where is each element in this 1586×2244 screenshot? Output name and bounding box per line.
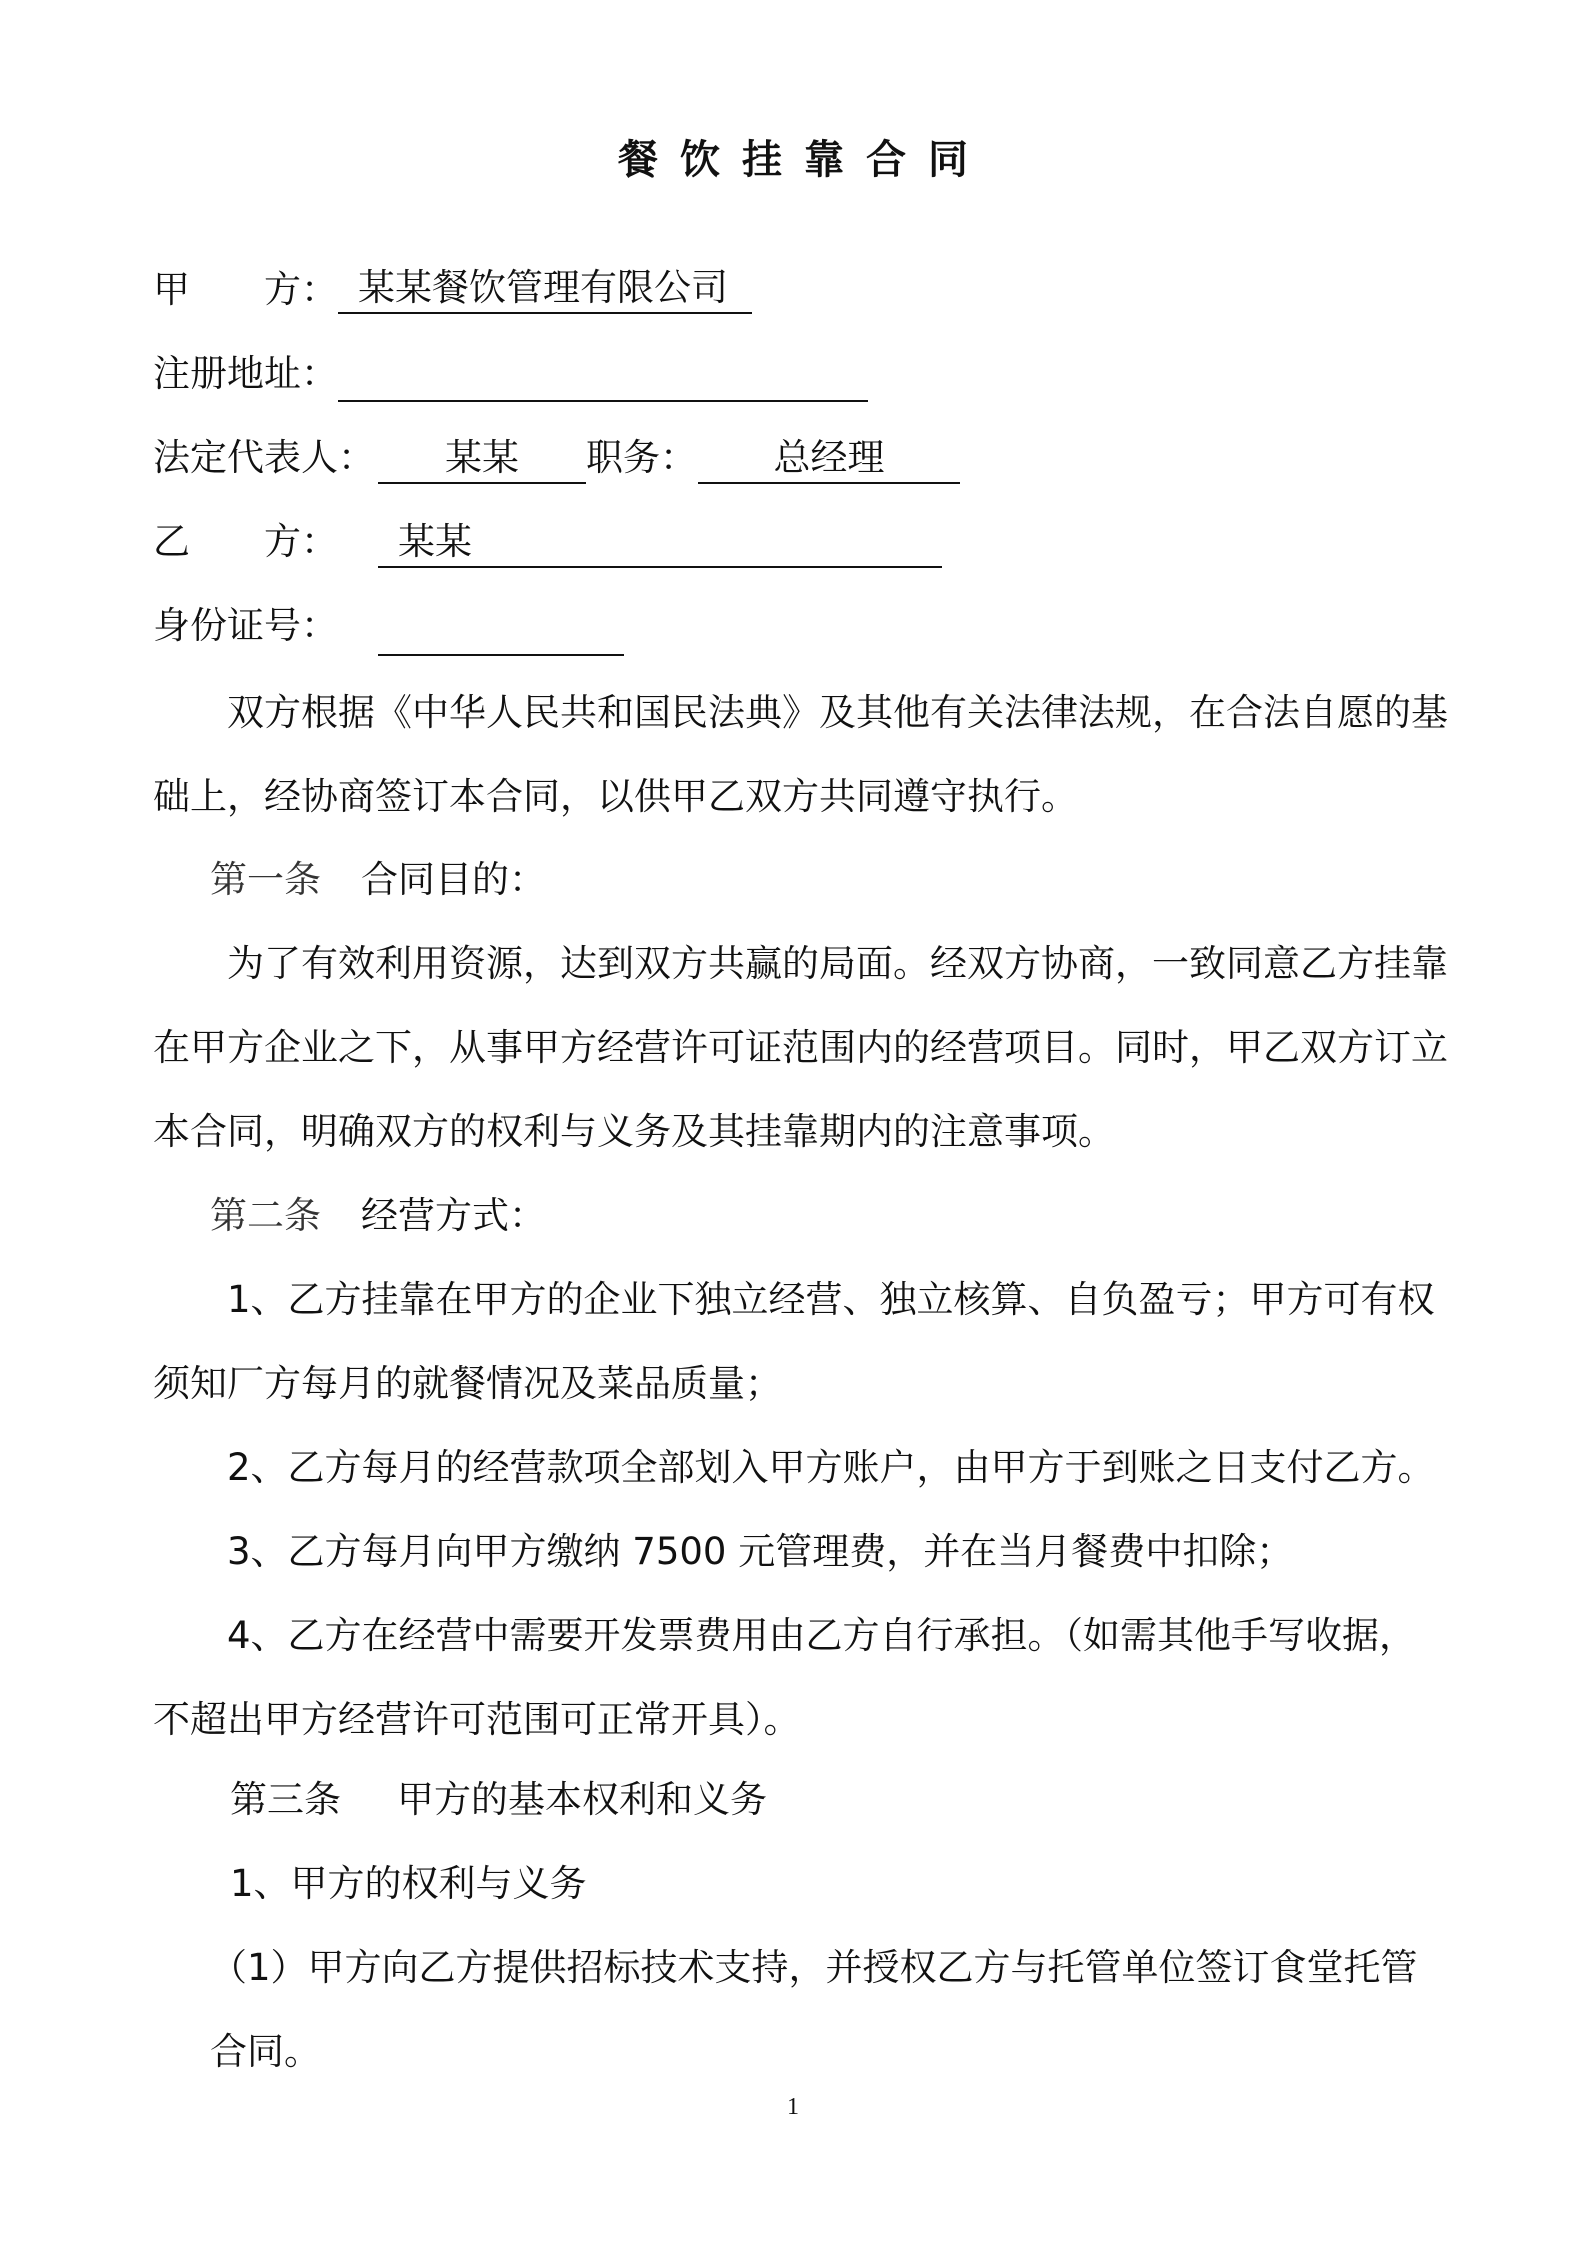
preamble-paragraph: 双方根据《中华人民共和国民法典》及其他有关法律法规，在合法自愿的基础上，经协商签订本合同，以供甲乙双方共同遵守执行。: [153, 691, 1448, 818]
id-number-label: 身份证号：: [153, 604, 338, 647]
position-label: 职务：: [586, 436, 697, 479]
party-a-value: 某某餐饮管理有限公司: [338, 266, 752, 314]
article2-title: 经营方式：: [361, 1194, 546, 1237]
page-number: 1: [787, 2094, 799, 2120]
article3-sub1-item1: （1）甲方向乙方提供招标技术支持，并授权乙方与托管单位签订食堂托管合同。: [210, 1946, 1418, 2073]
article2-item-2: 2、乙方每月的经营款项全部划入甲方账户，由甲方于到账之日支付乙方。: [227, 1446, 1435, 1489]
registered-address-label: 注册地址：: [153, 352, 338, 395]
article1-number: 第一条: [210, 858, 321, 901]
article1-paragraph: 为了有效利用资源，达到双方共赢的局面。经双方协商，一致同意乙方挂靠在甲方企业之下，从事甲方经营许可证范围内的经营项目。同时，甲乙双方订立本合同，明确双方的权利与义务及其挂靠期内的注意事项。: [153, 942, 1448, 1153]
article2-item-4: 4、乙方在经营中需要开发票费用由乙方自行承担。（如需其他手写收据，不超出甲方经营许可范围可正常开具）。: [153, 1614, 1417, 1741]
article1-heading: [210, 858, 546, 902]
position-value: 总经理: [698, 436, 960, 484]
party-a-label: 甲 方：: [153, 268, 338, 311]
article3-title: 甲方的基本权利和义务: [397, 1778, 767, 1821]
document-title: 餐饮挂靠合同: [618, 137, 990, 183]
article2-item-1: 1、乙方挂靠在甲方的企业下独立经营、独立核算、自负盈亏；甲方可有权须知厂方每月的就餐情况及菜品质量；: [153, 1278, 1435, 1405]
article1-title: 合同目的：: [361, 858, 546, 901]
party-b-value: 某某: [378, 520, 942, 568]
article3-sub1: 1、甲方的权利与义务: [230, 1862, 587, 1905]
article2-item-3: 3、乙方每月向甲方缴纳 7500 元管理费，并在当月餐费中扣除；: [227, 1530, 1294, 1573]
article2-heading: [210, 1194, 546, 1238]
legal-rep-value: 某某: [378, 436, 586, 484]
article3-heading: [230, 1778, 767, 1822]
registered-address-value: [338, 354, 868, 402]
article3-number: 第三条: [230, 1778, 341, 1821]
id-number-value: [378, 608, 624, 656]
article2-number: 第二条: [210, 1194, 321, 1237]
party-b-label: 乙 方：: [153, 520, 338, 563]
legal-rep-label: 法定代表人：: [153, 436, 375, 479]
